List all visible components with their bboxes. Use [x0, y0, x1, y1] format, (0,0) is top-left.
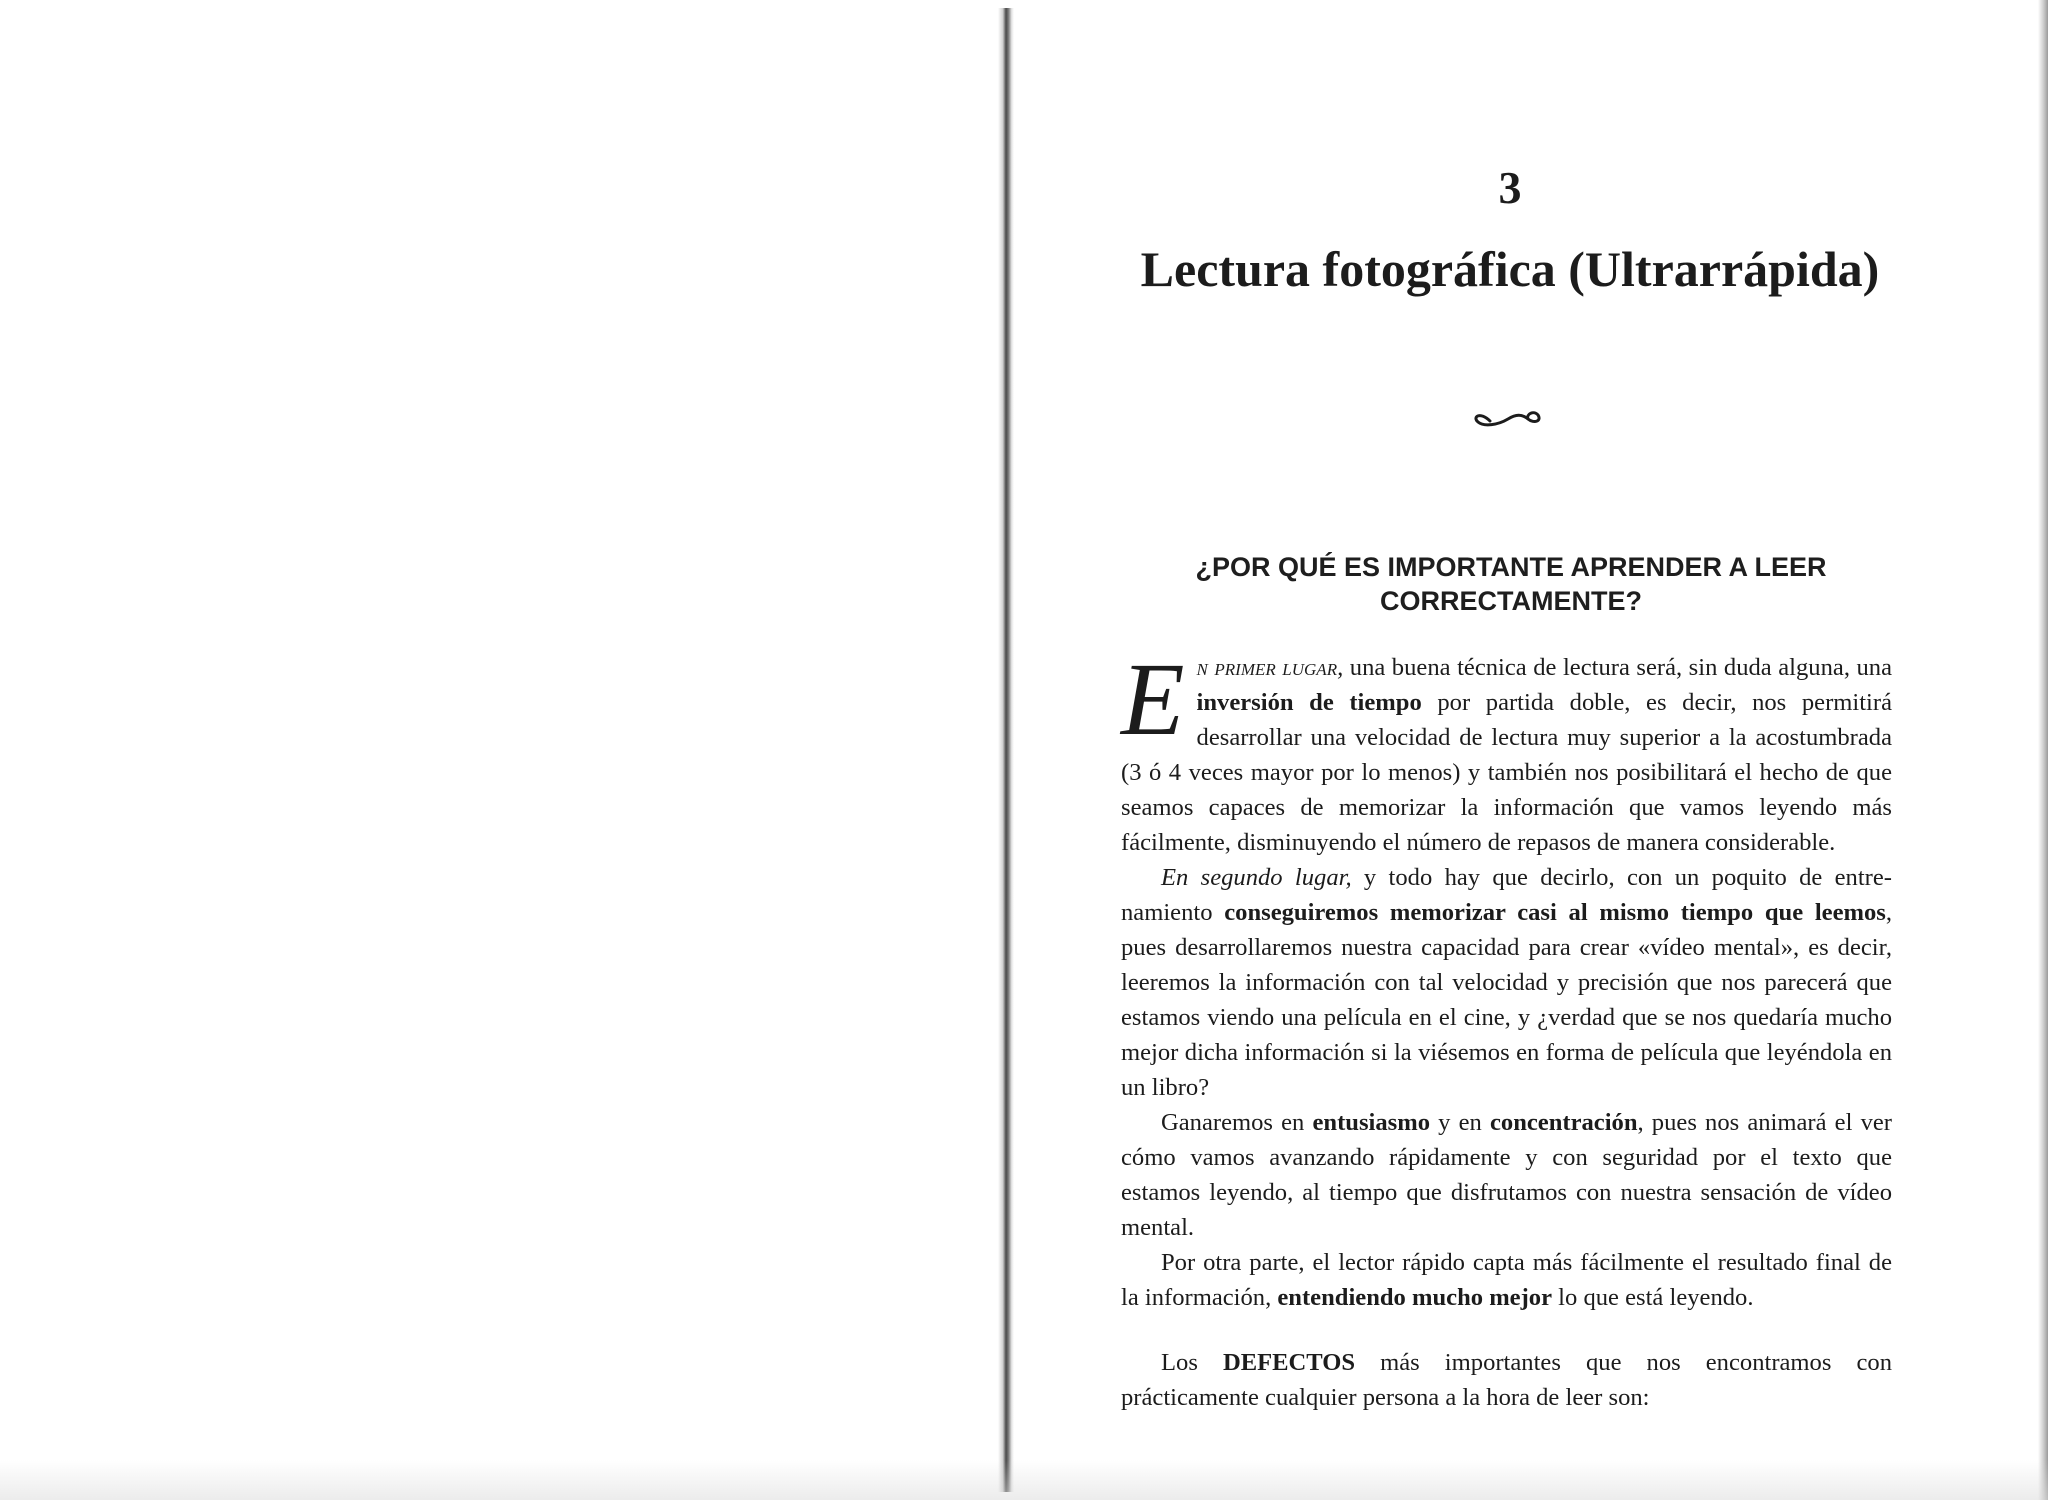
bold-phrase: entusiasmo: [1312, 1109, 1431, 1136]
drop-cap: E: [1121, 642, 1185, 757]
paragraph-text: una buena técnica de lectura será, sin duda alguna, una: [1343, 654, 1893, 681]
section-heading: [1126, 550, 1896, 618]
paragraph-2: [1121, 860, 1892, 1105]
paragraph-1: [1121, 642, 1893, 860]
chapter-number: 3: [1498, 162, 1522, 213]
bold-phrase: conseguiremos memorizar casi al mismo tiempo que leemos: [1224, 899, 1886, 926]
body-text: [1121, 642, 1893, 1415]
paragraph-text: Por otra parte, el lector rápido capta más fácilmente el resultado final de la información,: [1121, 1249, 1892, 1311]
left-page-blank: [0, 0, 1003, 1500]
paragraph-text: , pues nos animará el ver cómo vamos avanzando rápidamente y con seguridad por el texto que estamos leyendo, al tiempo que disfrutamos con nuestra sensación de vídeo mental.: [1121, 1109, 1892, 1241]
bold-phrase: inversión de tiempo: [1196, 689, 1422, 716]
chapter-title: Lectura fotográfica (Ultrarrápida): [1140, 241, 1880, 297]
bold-phrase: DEFECTOS: [1222, 1349, 1356, 1376]
scan-shadow: [0, 1460, 2048, 1500]
paragraph-lead: n primer lugar,: [1196, 654, 1344, 681]
paragraph-3: [1121, 1105, 1892, 1245]
paragraph-text: , pues desarrollaremos nuestra capacidad para crear «vídeo mental», es decir, leeremos la información con tal velocidad y precisión que nos parecerá que estamos viendo una película en el cine, y ¿verdad que se nos quedaría mucho mejor dicha información si la viésemos en forma de película que leyéndola en un libro?: [1121, 899, 1892, 1101]
paragraph-text: y en: [1430, 1109, 1490, 1136]
paragraph-4: [1121, 1245, 1892, 1315]
paragraph-text: lo que está leyendo.: [1552, 1284, 1754, 1311]
bold-phrase: entendiendo mucho mejor: [1277, 1284, 1553, 1311]
swash-ornament-icon: [1468, 405, 1548, 431]
paragraph-text: Los: [1161, 1349, 1223, 1376]
book-gutter: [998, 8, 1014, 1492]
paragraph-text: Ganaremos en: [1161, 1109, 1313, 1136]
page-edge: [2038, 0, 2048, 1500]
paragraph-lead: En segundo lugar,: [1161, 864, 1352, 891]
section-heading-line2: CORRECTAMENTE?: [1380, 586, 1642, 616]
paragraph-text: y todo hay que decirlo, con un poquito de entrenamiento: [1121, 864, 1892, 926]
section-heading-line1: ¿POR QUÉ ES IMPORTANTE APRENDER A LEER: [1195, 552, 1827, 582]
paragraph-text: más importantes que nos encontramos con prácticamente cualquier persona a la hora de leer son:: [1121, 1349, 1892, 1411]
bold-phrase: concentración: [1489, 1109, 1638, 1136]
paragraph-5: [1121, 1345, 1892, 1415]
paragraph-text: por partida doble, es decir, nos permitirá desarrollar una velocidad de lectura muy superior a la acostumbrada (3 ó 4 veces mayor por lo menos) y también nos posibilitará el hecho de que seamos capaces de memorizar la información que vamos leyendo más fácilmente, disminuyendo el número de repasos de manera considerable.: [1121, 689, 1892, 856]
